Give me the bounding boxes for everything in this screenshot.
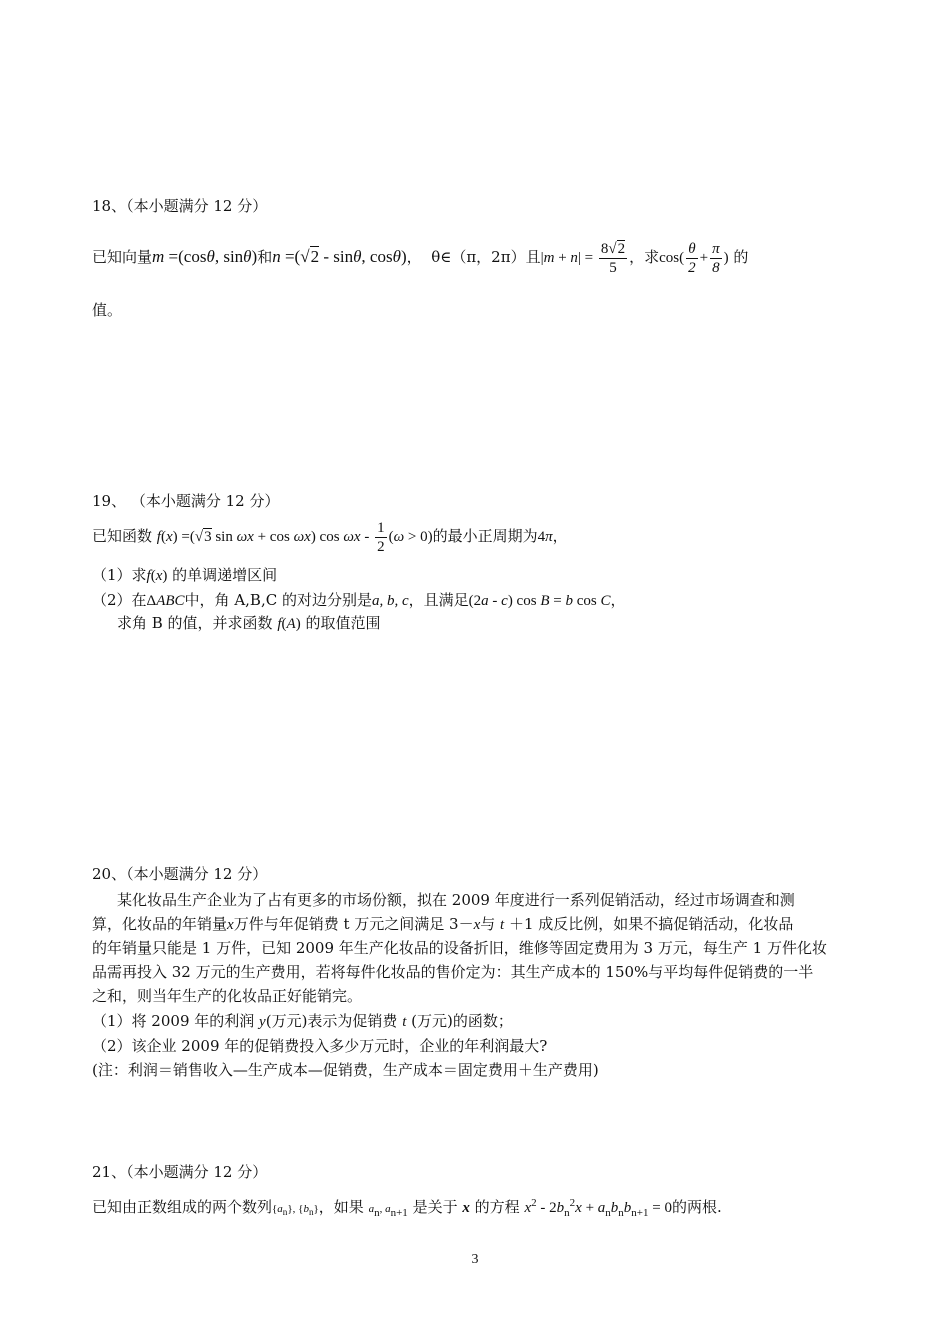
vector-n-formula: n <box>272 247 281 266</box>
q21-statement: 已知由正数组成的两个数列$\{a_n\}$, $\{b_n\}$，如果 $a_n$, $a_{n+1}$ 是关于 x 的方程 $x^2 - 2b_n^2x + a_nb_nb_{n+1} = 0$的两根. <box>92 1197 722 1219</box>
q19-part1: （1）求f(x) 的单调递增区间 <box>92 566 278 584</box>
q18-statement: 已知向量m =(cosθ, sinθ)和n =(√2 - sinθ, cosθ)， θ∈（π，2π）且|m + n| = $\frac{8√2}{5}$ ，求cos( $\frac{\theta}{2}$ + $\frac{\pi}{8}$ ) 的 <box>92 240 749 276</box>
q19-part2-cont: 求角 B 的值，并求函数 f(A) 的取值范围 <box>117 614 381 632</box>
quadratic-equation: $x^2 - 2b_n^2x + a_nb_nb_{n+1} = 0$ <box>524 1197 672 1219</box>
q20-line-2: 算，化妆品的年销量x万件与年促销费 t 万元之间满足 3－x与 t ＋1 成反比例，如果不搞促销活动，化妆品 <box>92 915 794 933</box>
q20-header: 20、（本小题满分 12 分） <box>92 865 268 883</box>
q20-note: (注：利润＝销售收入—生产成本—促销费，生产成本＝固定费用＋生产费用) <box>92 1061 599 1079</box>
q19-header: 19、 （本小题满分 12 分） <box>92 492 280 510</box>
fraction-8root2-over-5: $\frac{8√2}{5}$ <box>600 240 626 276</box>
q20-line-3: 的年销量只能是 1 万件，已知 2009 年生产化妆品的设备折旧，维修等固定费用为 3 万元，每生产 1 万件化妆 <box>92 939 827 957</box>
q18-header: 18、（本小题满分 12 分） <box>92 197 268 215</box>
period-value: 4 <box>537 529 546 545</box>
q21-header: 21、（本小题满分 12 分） <box>92 1163 268 1181</box>
q20-line-5: 之和，则当年生产的化妆品正好能销完。 <box>92 987 363 1005</box>
vector-m-formula: m <box>152 247 165 266</box>
q19-statement: 已知函数 f(x) =(√3 sin ωx + cos ωx) cos ωx - $\frac{1}{2}$ (ω > 0)的最小正周期为4π， <box>92 519 568 555</box>
sequences-an-bn: $\{a_n\}$, $\{b_n\}$ <box>272 1203 319 1218</box>
norm-condition: |m + n| = <box>540 250 597 266</box>
cos-expression: cos( <box>659 250 685 266</box>
q20-part2: （2）该企业 2009 年的促销费投入多少万元时，企业的年利润最大? <box>92 1037 548 1055</box>
q20-line-1: 某化妆品生产企业为了占有更多的市场份额，拟在 2009 年度进行一系列促销活动，经过市场调查和测 <box>117 891 795 909</box>
page-number: 3 <box>471 1252 479 1267</box>
q18-statement-end: 值。 <box>92 301 123 319</box>
q20-line-4: 品需再投入 32 万元的生产费用，若将每件化妆品的售价定为：其生产成本的 150%与平均每件促销费的一半 <box>92 963 814 981</box>
q20-part1: （1）将 2009 年的利润 y(万元)表示为促销费 t (万元)的函数； <box>92 1012 513 1030</box>
function-f-formula: f <box>156 529 161 545</box>
q19-part2: （2）在ΔABC中，角 A,B,C 的对边分别是a, b, c，且满足(2a - c) cos B = b cos C， <box>92 591 626 609</box>
